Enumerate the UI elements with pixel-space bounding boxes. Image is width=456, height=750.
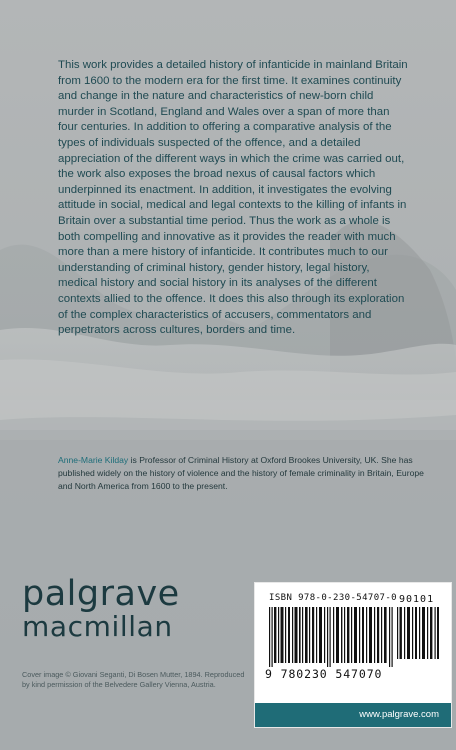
isbn-label: ISBN 978-0-230-54707-0 [269,593,398,603]
publisher-logo-line1: palgrave [22,574,180,614]
barcode-addon-bars [395,607,441,659]
author-bio-text: is Professor of Criminal History at Oxford Brookes University, UK. She has published widely on the history of violence and the history of female criminality in Britain, Europe and North America from 1600 to the present. [58,455,424,491]
book-description: This work provides a detailed history of infanticide in mainland Britain from 1600 to the modern era for the first time. It examines continuity and change in the nature and characteristics of new-born child murder in Scotland, England and Wales over a span of more than four centuries. In addition to offering a comparative analysis of the types of individuals suspected of the offence, and a detailed appreciation of the different ways in which the crime was carried out, the work also exposes the broad nexus of causal factors which underpinned its enactment. In addition, it investigates the evolving attitude in social, medical and legal contexts to the killing of infants in Britain over a substantial time period. Thus the work as a whole is both compelling and innovative as it provides the reader with much more than a mere history of infanticide. It contributes much to our understanding of criminal history, gender history, legal history, medical history and social history in its analyses of the different contexts allied to the offence. It does this also through its exploration of the complex characteristics of accusers, commentators and perpetrators across cultures, borders and time. [58,59,408,337]
author-name: Anne-Marie Kilday [58,455,129,465]
barcode-bars [267,607,395,667]
author-bio [58,454,428,492]
barcode-addon-number: 90101 [399,594,435,605]
publisher-logo [22,576,180,643]
barcode-panel [254,582,452,728]
publisher-logo-line2: macmillan [22,610,173,643]
cover-image-credit: Cover image © Giovani Seganti, Di Bosen Mutter, 1894. Reproduced by kind permission of the Belvedere Gallery Vienna, Austria. [22,670,245,689]
publisher-website: www.palgrave.com [255,703,451,727]
ean-digits: 9 780230 547070 [265,667,383,681]
